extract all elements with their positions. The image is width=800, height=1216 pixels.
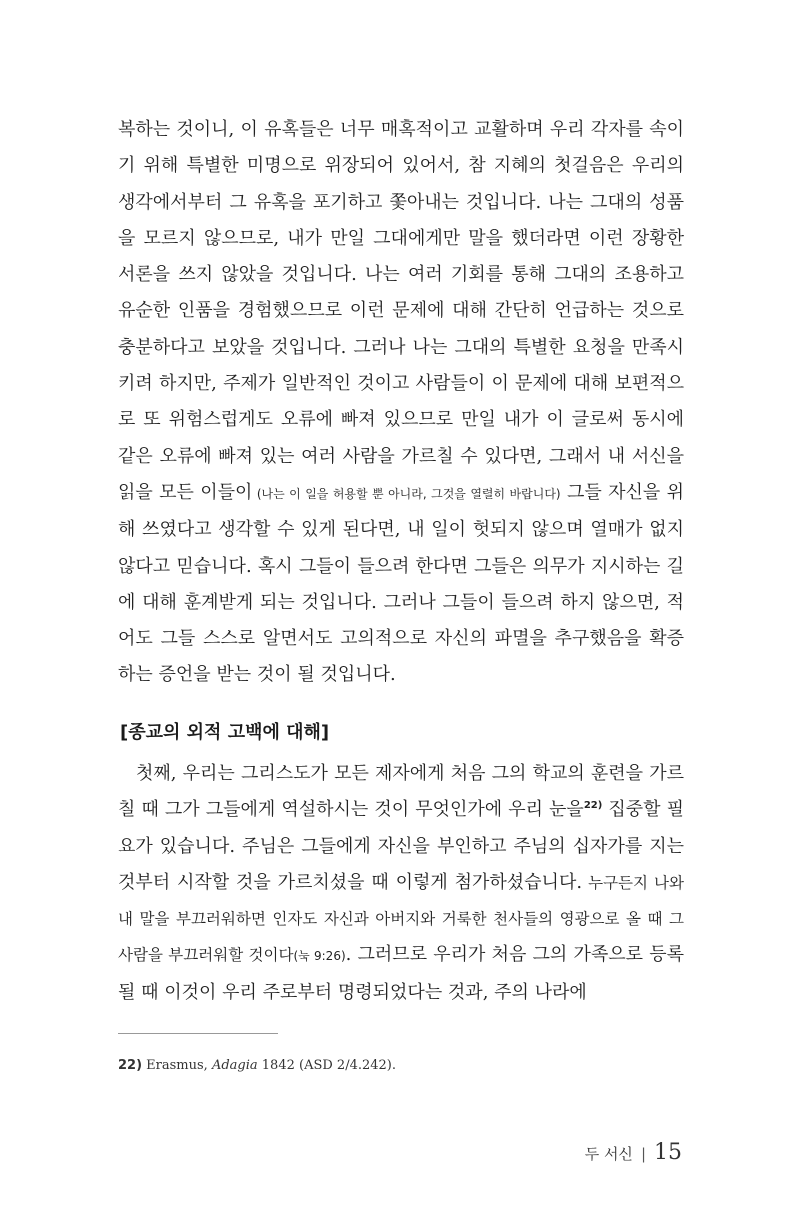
footnote-title: Adagia	[211, 1058, 258, 1073]
paragraph-confession	[118, 756, 684, 1011]
paragraph-confession-part1: 첫째, 우리는 그리스도가 모든 제자에게 처음 그의 학교의 훈련을 가르칠 때 그가 그들에게 역설하시는 것이 무엇인가에 우리 눈을	[118, 763, 684, 821]
paragraph-confession-part3: . 그러므로 우리가 처음 그의 가족으로 등록될 때 이것이 우리 주로부터 명령되었다는 것과, 주의 나라에	[118, 944, 684, 1003]
running-title: 두 서신	[584, 1145, 633, 1163]
paragraph-confession-part2: 집중할 필요가 있습니다. 주님은 그들에게 자신을 부인하고 주님의 십자가를 지는 것부터 시작할 것을 가르치셨을 때 이렇게 첨가하셨습니다.	[118, 799, 684, 893]
paragraph-intro-rest: 그들 자신을 위해 쓰였다고 생각할 수 있게 된다면, 내 일이 헛되지 않으며 열매가 없지 않다고 믿습니다. 혹시 그들이 들으려 한다면 그들은 의무가 지시하는 길에 대해 훈계받게 되는 것입니다. 그러나 그들이 들으려 하지 않으면, 적어도 그들 스스로 알면서도 고의적으로 자신의 파멸을 추구했음을 확증하는 증언을 받는 것이 될 것입니다.	[118, 481, 684, 686]
footnote-text-before: Erasmus,	[142, 1058, 212, 1073]
footnote-reference[interactable]: 22)	[583, 800, 603, 812]
footnote-number: 22)	[118, 1058, 143, 1073]
parenthetical-aside: (나는 이 일을 허용할 뿐 아니라, 그것을 열렬히 바랍니다)	[252, 486, 561, 501]
paragraph-intro	[118, 112, 684, 694]
footnote	[118, 1058, 684, 1073]
scripture-quote: 누구든지 나와 내 말을 부끄러워하면 인자도 자신과 아버지와 거룩한 천사들의 영광으로 올 때 그 사람을 부끄러워할 것이다	[118, 873, 684, 965]
running-footer	[585, 1140, 682, 1165]
paragraph-intro-text: 복하는 것이니, 이 유혹들은 너무 매혹적이고 교활하며 우리 각자를 속이기 위해 특별한 미명으로 위장되어 있어서, 참 지혜의 첫걸음은 우리의 생각에서부터 그 유혹을 포기하고 쫓아내는 것입니다. 나는 그대의 성품을 모르지 않으므로, 내가 만일 그대에게만 말을 했더라면 이런 장황한 서론을 쓰지 않았을 것입니다. 나는 여러 기회를 통해 그대의 조용하고 유순한 인품을 경험했으므로 이런 문제에 대해 간단히 언급하는 것으로 충분하다고 보았을 것입니다. 그러나 나는 그대의 특별한 요청을 만족시키려 하지만, 주제가 일반적인 것이고 사람들이 이 문제에 대해 보편적으로 또 위험스럽게도 오류에 빠져 있으므로 만일 내가 이 글로써 동시에 같은 오류에 빠져 있는 여러 사람을 가르칠 수 있다면, 그래서 내 서신을 읽을 모든 이들이	[118, 119, 684, 503]
scripture-reference: (눅 9:26)	[293, 949, 346, 964]
footnote-text-after: 1842 (ASD 2/4.242).	[257, 1058, 396, 1073]
section-heading: [종교의 외적 고백에 대해]	[120, 722, 330, 743]
page-number: 15	[654, 1140, 682, 1165]
footnote-divider	[118, 1033, 278, 1034]
footer-separator: |	[640, 1145, 646, 1163]
